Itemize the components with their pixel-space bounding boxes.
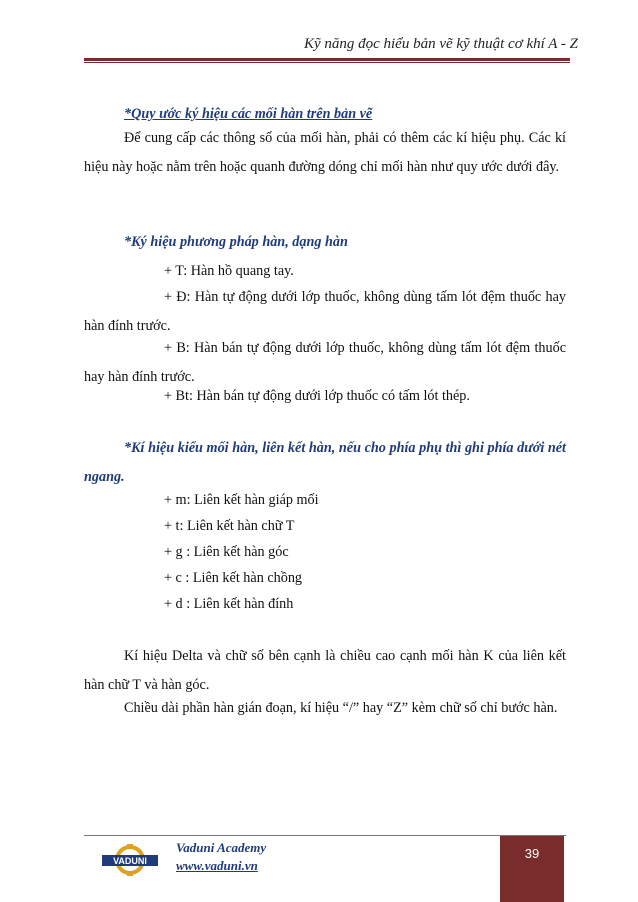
- joint-item: + c : Liên kết hàn chồng: [164, 570, 303, 586]
- footer-rule: [84, 835, 566, 836]
- header-rule: [84, 58, 570, 61]
- logo-text: VADUNI: [113, 856, 147, 866]
- intro-paragraph: Để cung cấp các thông số của mối hàn, phải có thêm các kí hiệu phụ. Các kí hiệu này hoặc nằm trên hoặc quanh đường dóng chỉ mối hàn như quy ước dưới đây.: [84, 130, 566, 175]
- method-item: + Bt: Hàn bán tự động dưới lớp thuốc có tấm lót thép.: [164, 388, 470, 404]
- method-item: + Đ: Hàn tự động dưới lớp thuốc, không dùng tấm lót đệm thuốc hay hàn đính trước.: [84, 289, 566, 334]
- section-heading-weld-methods: *Ký hiệu phương pháp hàn, dạng hàn: [124, 234, 348, 250]
- length-paragraph: Chiều dài phần hàn gián đoạn, kí hiệu “/” hay “Z” kèm chữ số chỉ bước hàn.: [124, 700, 558, 716]
- delta-paragraph: Kí hiệu Delta và chữ số bên cạnh là chiều cao cạnh mối hàn K của liên kết hàn chữ T và hàn góc.: [84, 648, 566, 693]
- page-number-box: [500, 836, 564, 902]
- joint-item: + g : Liên kết hàn góc: [164, 544, 289, 560]
- method-item: + B: Hàn bán tự động dưới lớp thuốc, không dùng tấm lót đệm thuốc hay hàn đính trước.: [84, 340, 566, 385]
- section-heading-weld-conventions: *Quy ước ký hiệu các mối hàn trên bản vẽ: [124, 106, 373, 122]
- section-heading-joint-types: *Kí hiệu kiểu mối hàn, liên kết hàn, nếu cho phía phụ thì ghi phía dưới nét ngang.: [84, 440, 566, 485]
- footer-website-link[interactable]: www.vaduni.vn: [176, 858, 258, 873]
- page-number: 39: [524, 846, 540, 861]
- header-rule-thin: [84, 62, 570, 63]
- method-item: + T: Hàn hồ quang tay.: [164, 263, 294, 279]
- joint-item: + d : Liên kết hàn đính: [164, 596, 294, 612]
- joint-item: + t: Liên kết hàn chữ T: [164, 518, 295, 534]
- footer-academy-name: Vaduni Academy: [176, 840, 267, 855]
- header-title: Kỹ năng đọc hiểu bản vẽ kỹ thuật cơ khí A - Z: [303, 36, 578, 52]
- joint-item: + m: Liên kết hàn giáp mối: [164, 492, 319, 508]
- vaduni-logo: [100, 844, 160, 876]
